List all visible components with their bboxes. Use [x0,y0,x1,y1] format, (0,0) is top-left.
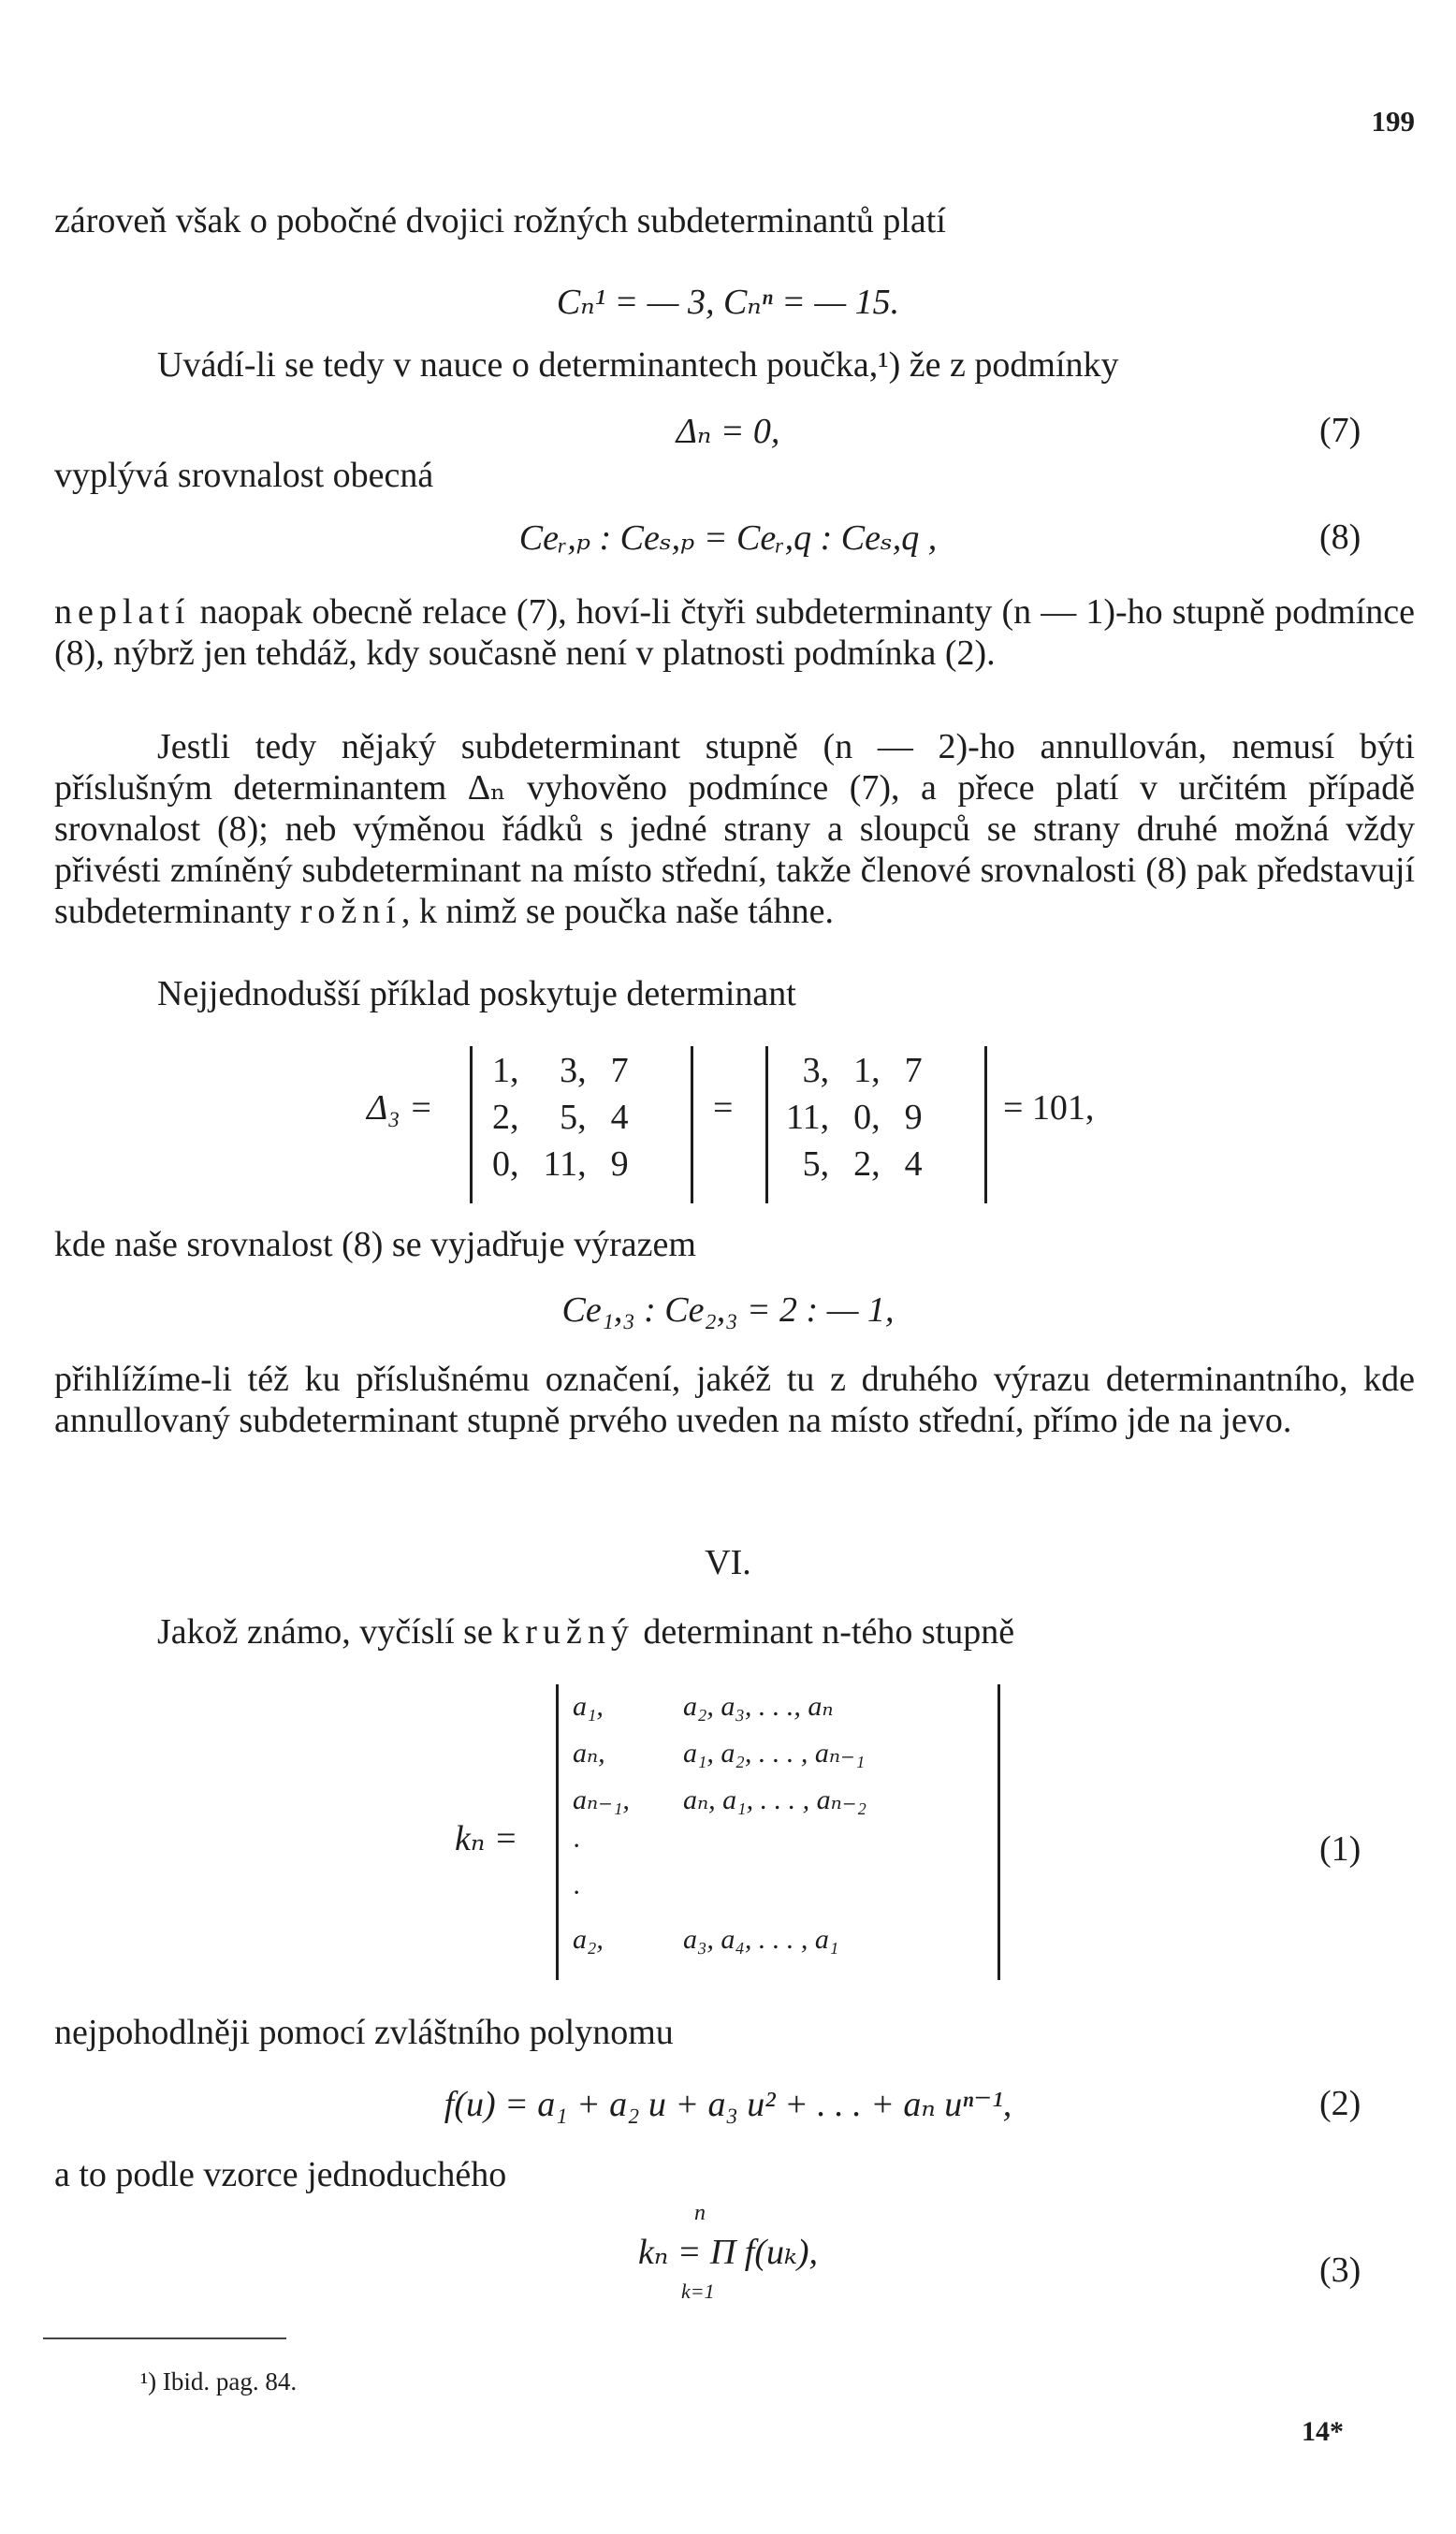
equation-7-number: (7) [1319,411,1361,450]
matrix-cell: 5, [560,1098,587,1137]
footnote: ¹) Ibid. pag. 84. [140,2367,298,2396]
paragraph-4-body: naopak obecně relace (7), hoví-li čtyři subdeterminanty (n — 1)-ho stupně podmínce (8), nýbrž jen tehdáž, kdy současně není v platnosti podmínka (2). [54,592,1415,673]
spaced-word-2: rožní [299,892,401,931]
circulant-bar-l [556,1684,559,1980]
matrix-cell: 4 [904,1144,923,1184]
equation-8: Ceᵣ,ₚ : Ceₛ,ₚ = Ceᵣ,q : Ceₛ,q , [518,518,938,558]
equation-2-number: (2) [1319,2084,1361,2123]
paragraph-1: zároveň však o pobočné dvojici rožných subdeterminantů platí [54,201,946,240]
circulant-row [573,1690,834,1723]
equation-7: Δₙ = 0, [676,412,780,451]
paragraph-9-end: determinant n-tého stupně [633,1612,1015,1652]
equation-c: Cₙ¹ = — 3, Cₙⁿ = — 15. [556,283,900,322]
matrix-cell: 2, [492,1098,519,1137]
matrix-cell: 9 [904,1098,923,1137]
circulant-bar-r [997,1684,1000,1980]
matrix-result: = 101, [1003,1088,1095,1128]
circulant-row [573,1784,866,1816]
section-heading: VI. [705,1543,751,1582]
circulant-row [573,1830,683,1862]
matrix-left-bar-l [470,1046,473,1203]
matrix-cell: 7 [904,1051,923,1090]
page-number: 199 [1371,105,1415,138]
circulant-row [573,1877,683,1909]
paragraph-11: a to podle vzorce jednoduchého [54,2155,507,2194]
circulant-rest: a₁, a₂, . . . , aₙ₋₁ [683,1738,866,1769]
circulant-rest: a₂, a₃, . . ., aₙ [683,1691,834,1722]
matrix-cell: 3, [802,1051,830,1090]
paragraph-8: přihlížíme-li též ku příslušnému označení, jakéž tu z druhého výrazu determinantního, kde annullovaný subdeterminant stupně prvého uveden na místo střední, přímo jde na jevo. [54,1360,1415,1440]
matrix-cell: 11, [786,1098,830,1137]
matrix-cell: 2, [853,1144,881,1184]
matrix-cell: 1, [853,1051,881,1090]
matrix-left-bar-r [691,1046,693,1203]
equation-3: kₙ = Π f(uₖ), [637,2233,819,2272]
circulant-first: a₂, [573,1924,604,1955]
paragraph-2: Uvádí-li se tedy v nauce o determinantech poučka,¹) že z podmínky [157,345,1119,385]
paragraph-9 [54,1611,1415,1653]
matrix-cell: 0, [492,1144,519,1184]
circulant-first: aₙ₋₁, [573,1784,630,1815]
product-upper-limit: n [694,2201,706,2225]
equation-2: f(u) = a₁ + a₂ u + a₃ u² + . . . + aₙ uⁿ⁻¹, [444,2085,1012,2124]
paragraph-5 [54,726,1415,932]
matrix-row [481,1142,640,1187]
circulant-first: · [573,1877,580,1908]
matrix-row [775,1048,934,1093]
product-lower-limit: k=1 [681,2279,715,2303]
equation-ratio: Ce₁,₃ : Ce₂,₃ = 2 : — 1, [561,1290,895,1330]
matrix-cell: 0, [853,1098,881,1137]
matrix-equals: = [713,1088,734,1128]
matrix-cell: 4 [610,1098,629,1137]
equation-8-number: (8) [1319,517,1361,557]
matrix-row [775,1095,934,1140]
matrix-right [773,1046,936,1188]
matrix-cell: 9 [610,1144,629,1184]
circulant-first: · [573,1830,580,1861]
paragraph-6: Nejjednodušší příklad poskytuje determinant [157,974,796,1013]
paragraph-5-end: , k nimž se poučka naše táhne. [400,892,835,931]
paragraph-4 [54,591,1415,674]
matrix-row [775,1142,934,1187]
matrix-cell: 5, [802,1144,830,1184]
matrix-cell: 3, [560,1051,587,1090]
circulant-rest: aₙ, a₁, . . . , aₙ₋₂ [683,1784,867,1815]
equation-3-number: (3) [1319,2250,1361,2290]
matrix-right-bar-r [984,1046,987,1203]
delta3-label: Δ₃ = [367,1088,433,1128]
matrix-cell: 11, [543,1144,587,1184]
circulant-first: aₙ, [573,1738,605,1769]
matrix-left [479,1046,642,1188]
kn-label: kₙ = [455,1819,518,1858]
matrix-cell: 1, [492,1051,519,1090]
paragraph-7: kde naše srovnalost (8) se vyjadřuje výrazem [54,1225,696,1264]
circulant-row [573,1924,838,1956]
matrix-row [481,1095,640,1140]
circulant-row [573,1737,865,1769]
matrix-cell: 7 [610,1051,629,1090]
paragraph-9-start: Jakož známo, vyčíslí se [157,1612,502,1652]
paragraph-3: vyplývá srovnalost obecná [54,456,434,495]
matrix-right-bar-l [765,1046,768,1203]
paragraph-5-start: Jestli tedy nějaký subdeterminant stupně (n — 2)-ho annullován, nemusí býti příslušným determinantem Δₙ vyhověno podmínce (7), a přece platí v určitém případě srovnalost (8); neb výměnou řádků s jedné strany a sloupců se strany druhé možná vždy přivésti zmíněný subdeterminant na místo střední, takže členové srovnalosti (8) pak představují subdeterminanty [54,727,1415,931]
matrix-row [481,1048,640,1093]
footnote-rule [43,2337,286,2339]
circulant-rest: a₃, a₄, . . . , a₁ [683,1924,839,1955]
spaced-word: neplatí [54,592,191,632]
spaced-word-3: kružný [502,1612,634,1652]
paragraph-10: nejpohodlněji pomocí zvláštního polynomu [54,2013,674,2052]
signature-mark: 14* [1302,2416,1344,2447]
equation-1-number: (1) [1319,1829,1361,1869]
circulant-first: a₁, [573,1691,604,1722]
